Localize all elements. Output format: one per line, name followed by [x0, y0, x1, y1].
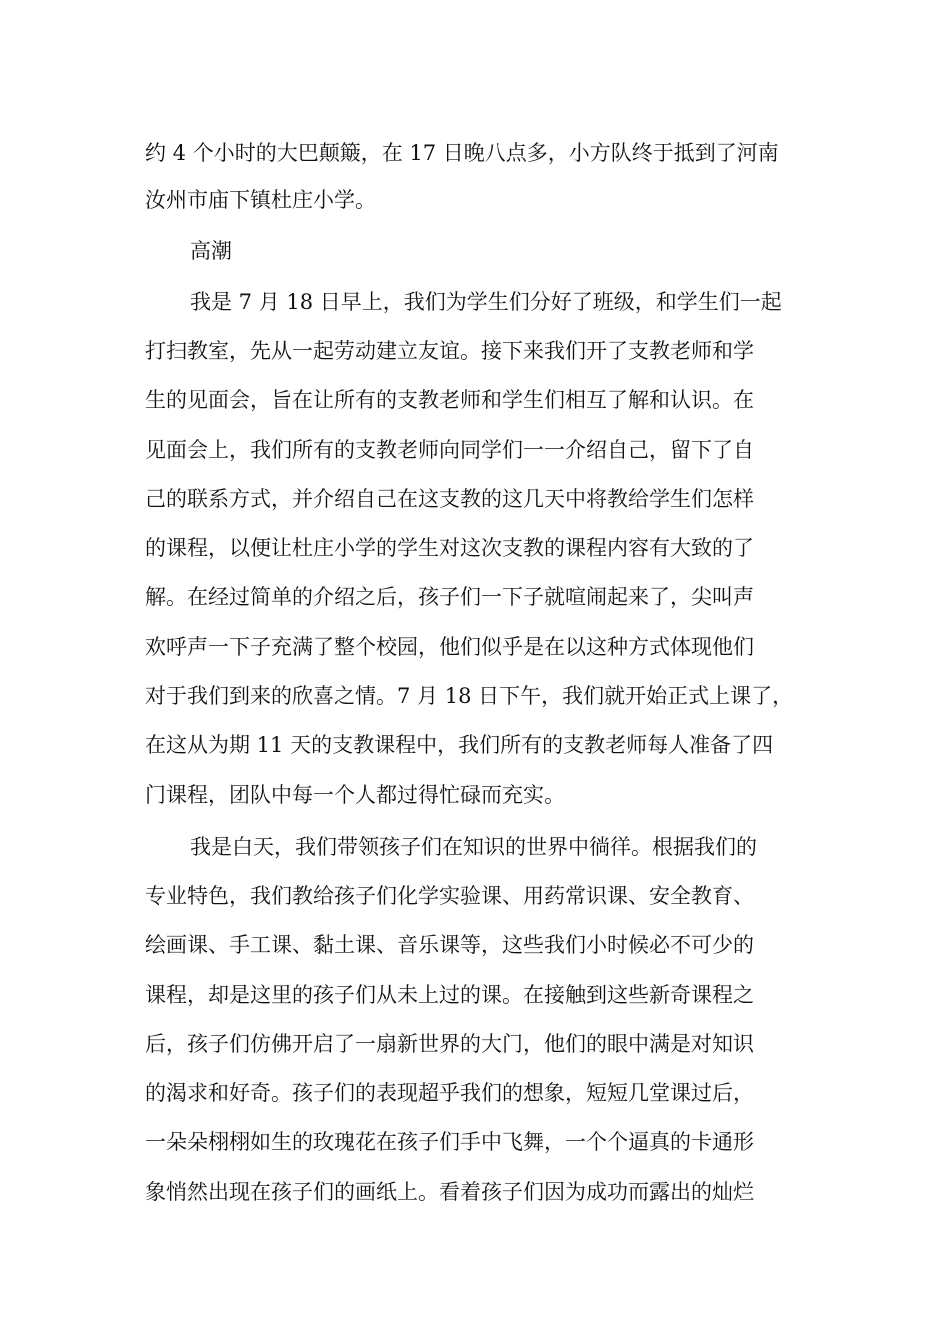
text-line: 绘画课、手工课、黏土课、音乐课等，这些我们小时候必不可少的	[145, 933, 754, 957]
text-line: 生的见面会，旨在让所有的支教老师和学生们相互了解和认识。在	[145, 388, 754, 412]
text-line: 的渴求和好奇。孩子们的表现超乎我们的想象，短短几堂课过后，	[145, 1081, 754, 1105]
text-line: 一朵朵栩栩如生的玫瑰花在孩子们手中飞舞，一个个逼真的卡通形	[145, 1130, 754, 1154]
text-line: 汝州市庙下镇杜庄小学。	[145, 188, 376, 212]
text-line: 门课程，团队中每一个人都过得忙碌而充实。	[145, 783, 565, 807]
text-line: 象悄然出现在孩子们的画纸上。看着孩子们因为成功而露出的灿烂	[145, 1180, 754, 1204]
text-line: 在这从为期 11 天的支教课程中，我们所有的支教老师每人准备了四	[145, 733, 774, 757]
text-line: 见面会上，我们所有的支教老师向同学们一一介绍自己，留下了自	[145, 438, 754, 462]
section-heading: 高潮	[190, 239, 232, 263]
text-line: 后，孩子们仿佛开启了一扇新世界的大门，他们的眼中满是对知识	[145, 1032, 754, 1056]
text-line: 打扫教室，先从一起劳动建立友谊。接下来我们开了支教老师和学	[145, 339, 754, 363]
text-line: 专业特色，我们教给孩子们化学实验课、用药常识课、安全教育、	[145, 884, 754, 908]
text-line: 解。在经过简单的介绍之后，孩子们一下子就喧闹起来了，尖叫声	[145, 585, 754, 609]
text-line: 己的联系方式，并介绍自己在这支教的这几天中将教给学生们怎样	[145, 487, 754, 511]
text-line: 我是 7 月 18 日早上，我们为学生们分好了班级，和学生们一起	[190, 290, 782, 314]
text-line: 的课程，以便让杜庄小学的学生对这次支教的课程内容有大致的了	[145, 536, 754, 560]
text-line: 约 4 个小时的大巴颠簸，在 17 日晚八点多，小方队终于抵到了河南	[145, 141, 779, 165]
text-line: 对于我们到来的欣喜之情。7 月 18 日下午，我们就开始正式上课了，	[145, 684, 794, 708]
text-line: 欢呼声一下子充满了整个校园，他们似乎是在以这种方式体现他们	[145, 635, 754, 659]
text-line: 我是白天，我们带领孩子们在知识的世界中徜徉。根据我们的	[190, 835, 757, 859]
text-line: 课程，却是这里的孩子们从未上过的课。在接触到这些新奇课程之	[145, 983, 754, 1007]
